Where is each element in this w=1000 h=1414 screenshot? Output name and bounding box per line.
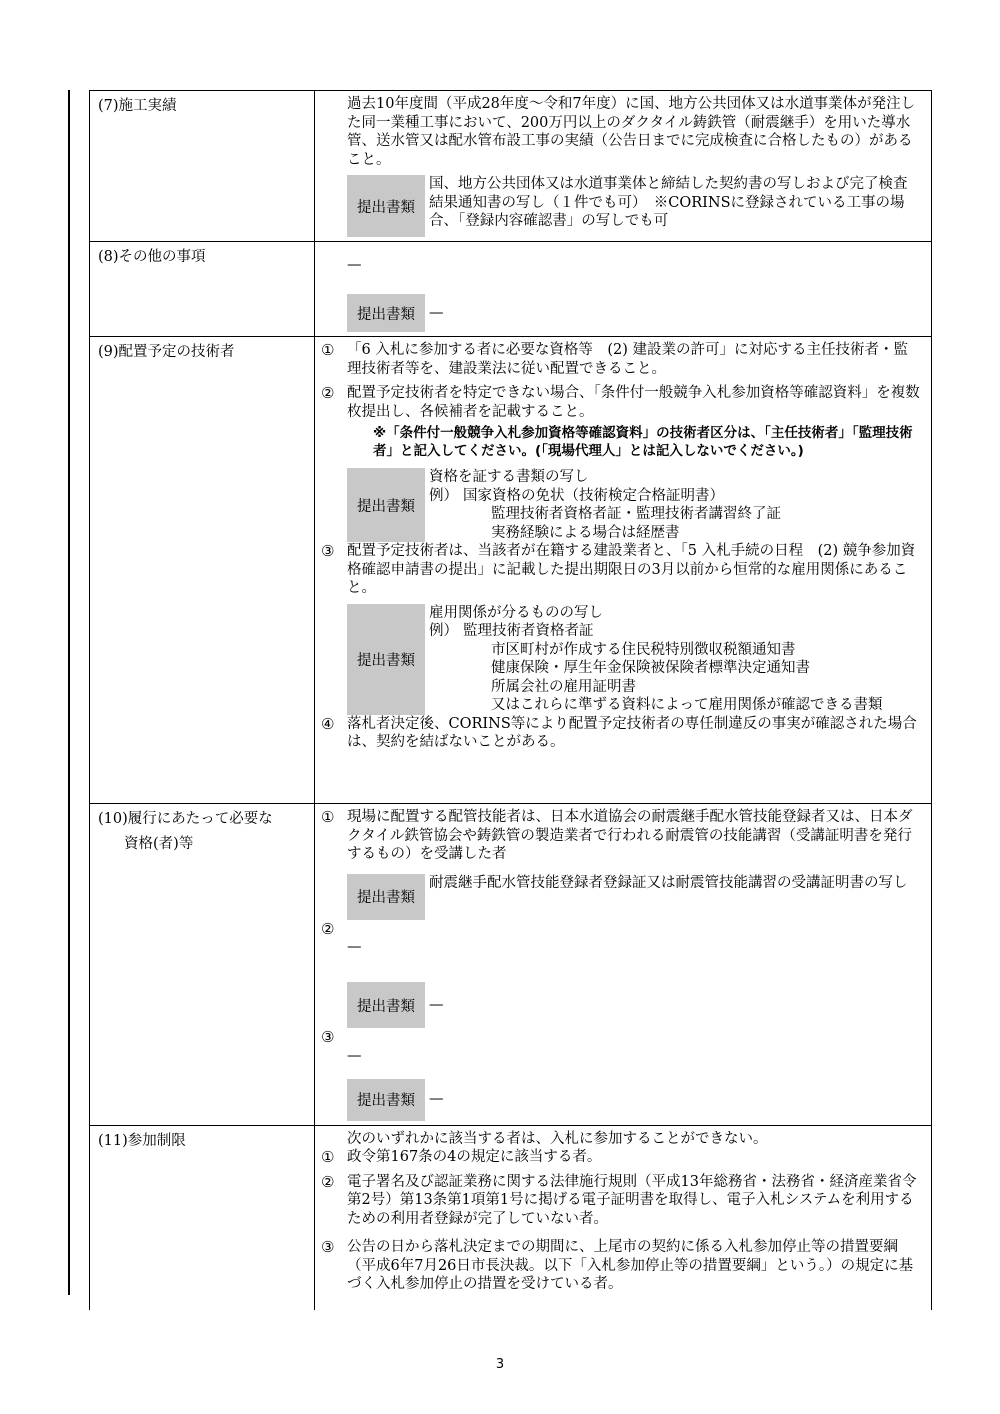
section-7-row <box>90 91 932 242</box>
section-10-doc-box-3: 提出書類 — <box>347 1079 921 1121</box>
left-margin-bar <box>68 90 70 1295</box>
section-10-doc-box-2: 提出書類 — <box>347 982 921 1028</box>
section-11-intro: 次のいずれかに該当する者は、入札に参加することができない。 <box>347 1130 768 1147</box>
page-number: 3 <box>495 1357 505 1372</box>
section-9-row <box>90 337 932 804</box>
section-10-label-line-1: (10)履行にあたって必要な <box>98 811 273 827</box>
section-10-row: (10)履行にあたって必要な 資格(者)等 ① 現場に配置する配管技能者は、日本水道協会の耐震継手配水管技能登録者又は、日本ダクタイル鉄管協会や鋳鉄管の製造業者で行われる耐震管の技能講習（受講証明書を発行するもの）を受講した者 提出書類 耐震継手配水管技能登録者登録証又は耐震管技能講習の受講証明書の写し ② — 提出書類 — ③ — 提出書類 — <box>90 804 932 1126</box>
doc-tag: 提出書類 <box>357 890 415 906</box>
section-11-item-1: ① 政令第167条の4の規定に該当する者。 <box>321 1148 602 1166</box>
section-10-item-1: ① 現場に配置する配管技能者は、日本水道協会の耐震継手配水管技能登録者又は、日本ダクタイル鉄管協会や鋳鉄管の製造業者で行われる耐震管の技能講習（受講証明書を発行するもの）を受講した者 <box>321 808 913 862</box>
requirements-table <box>89 90 932 1310</box>
section-9-doc-box-2: 提出書類 雇用関係が分るものの写し 例） 監理技術者資格者証 市区町村が作成する住民税特別徴収税額通知書 健康保険・厚生年金保険被保険者標準決定通知書 所属会社の雇用証明書 又はこれらに準ずる資料によって雇用関係が確認できる書類 <box>347 604 921 715</box>
section-8-doc-box <box>347 294 921 332</box>
doc-tag: 提出書類 <box>357 1093 415 1109</box>
section-7-doc-box <box>347 175 921 237</box>
doc-tag: 提出書類 <box>357 498 415 515</box>
section-9-item-2: ② 配置予定技術者を特定できない場合、「条件付一般競争入札参加資格等確認資料」を複数枚提出し、各候補者を記載すること。 <box>321 384 920 420</box>
section-11-item-2: ② 電子署名及び認証業務に関する法律施行規則（平成13年総務省・法務省・経済産業省令第2号）第13条第1項第1号に掲げる電子証明書を取得し、電子入札システムを利用するための利用者登録が完了していない者。 <box>321 1172 917 1227</box>
section-9-item-1: ① 「6 入札に参加する者に必要な資格等 (2) 建設業の許可」に対応する主任技術者・監理技術者等を、建設業法に従い配置できること。 <box>321 341 908 377</box>
doc-tag: 提出書類 <box>357 306 415 323</box>
section-10-item-3: ③ <box>321 1028 335 1046</box>
section-9-doc-box-1: 提出書類 資格を証する書類の写し 例） 国家資格の免状（技術検定合格証明書） 監理技術者資格者証・監理技術者講習終了証 実務経験による場合は経歴書 <box>347 468 921 542</box>
section-8-row <box>90 242 932 337</box>
section-7-label: (7)施工実績 <box>90 91 315 242</box>
doc-tag: 提出書類 <box>357 652 415 669</box>
section-9-label: (9)配置予定の技術者 <box>90 337 315 804</box>
doc-tag: 提出書類 <box>357 199 415 216</box>
section-11-label: (11)参加制限 <box>90 1125 315 1310</box>
section-8-text: — <box>347 257 362 273</box>
section-9-item-3: ③ 配置予定技術者は、当該者が在籍する建設業者と、「5 入札手続の日程 (2) 競争参加資格確認申請書の提出」に記載した提出期限日の3月以前から恒常的な雇用関係にあること。 <box>321 542 916 596</box>
doc-tag: 提出書類 <box>357 998 415 1015</box>
section-10-item-2: ② <box>321 919 335 938</box>
section-10-doc-box-1: 提出書類 耐震継手配水管技能登録者登録証又は耐震管技能講習の受講証明書の写し <box>347 874 921 920</box>
section-7-doc: 国、地方公共団体又は水道事業体と締結した契約書の写しおよび完了検査結果通知書の写し（１件でも可） ※CORINSに登録されている工事の場合、「登録内容確認書」の写しでも可 <box>429 176 908 229</box>
section-8-doc: — <box>429 304 444 321</box>
section-9-item-4: ④ 落札者決定後、CORINS等により配置予定技術者の専任制違反の事実が確認された場合は、契約を結ばないことがある。 <box>321 714 917 750</box>
section-7-text: 過去10年度間（平成28年度～令和7年度）に国、地方公共団体又は水道事業体が発注した同一業種工事において、200万円以上のダクタイル鋳鉄管（耐震継手）を用いた導水管、送水管又は配水管布設工事の実績（公告日までに完成検査に合格したもの）があること。 <box>347 96 916 168</box>
section-9-note: ※「条件付一般競争入札参加資格等確認資料」の技術者区分は、「主任技術者」「監理技術者」と記入してください。(「現場代理人」とは記入しないでください。) <box>373 425 913 459</box>
section-11-row <box>90 1125 932 1310</box>
section-10-label-line-2: 資格(者)等 <box>124 836 194 852</box>
section-11-item-3: ③ 公告の日から落札決定までの期間に、上尾市の契約に係る入札参加停止等の措置要綱（平成6年7月26日市長決裁。以下「入札参加停止等の措置要綱」という。）の規定に基づく入札参加停止の措置を受けている者。 <box>321 1238 914 1292</box>
section-8-label: (8)その他の事項 <box>90 242 315 337</box>
